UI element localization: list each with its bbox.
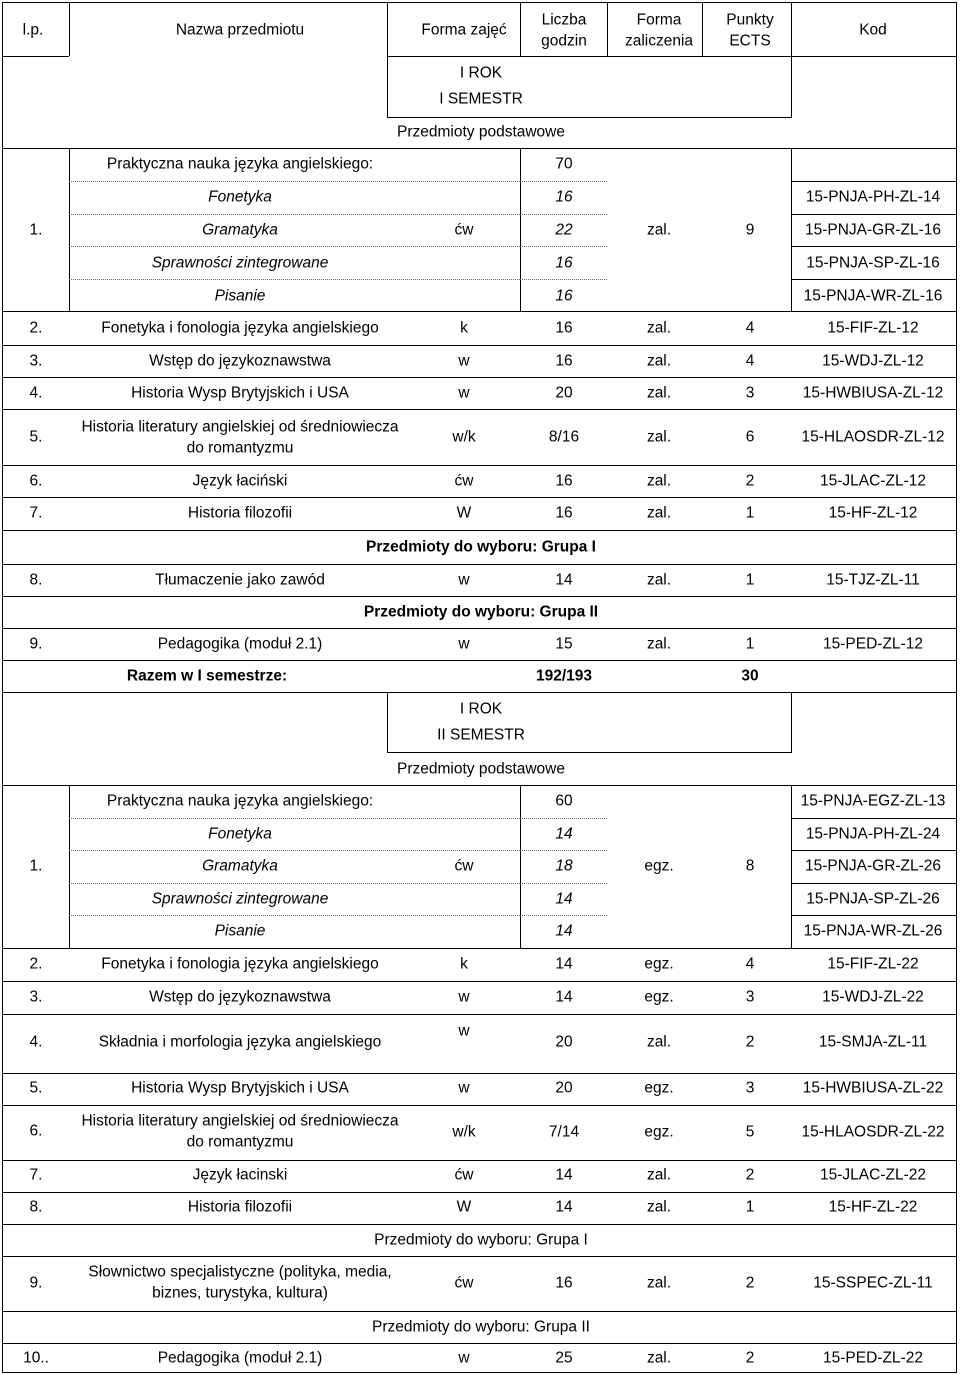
sem2-row-hours: 20 bbox=[555, 1079, 573, 1097]
sem2-row-lp: 2. bbox=[29, 955, 43, 973]
sem2-row-ects: 3 bbox=[745, 988, 755, 1006]
sem1-row-forma: w bbox=[458, 352, 470, 370]
sem2-row9-ects: 2 bbox=[745, 1274, 755, 1292]
sem1-row9-lp: 9. bbox=[29, 635, 43, 653]
sem2-sub-code: 15-PNJA-GR-ZL-26 bbox=[804, 857, 942, 875]
sem1-section-basic: Przedmioty podstawowe bbox=[397, 123, 565, 141]
sem2-row-name: Składnia i morfologia języka angielskiego bbox=[98, 1033, 382, 1051]
sem1-row9-zal: zal. bbox=[646, 635, 672, 653]
sem1-row-lp: 5. bbox=[29, 428, 43, 446]
header-kod: Kod bbox=[859, 21, 887, 39]
sem1-row-zal: zal. bbox=[646, 384, 672, 402]
sem1-row9-ects: 1 bbox=[745, 635, 755, 653]
sem1-row8-forma: w bbox=[458, 571, 470, 589]
sem1-row-lp: 3. bbox=[29, 352, 43, 370]
sem2-sub-code: 15-PNJA-SP-ZL-26 bbox=[806, 890, 940, 908]
sem2-row-forma: w/k bbox=[452, 1123, 476, 1141]
sem1-row8-hours: 14 bbox=[555, 571, 573, 589]
sem2-row-ects: 2 bbox=[745, 1033, 755, 1051]
curriculum-table bbox=[2, 2, 957, 1373]
sem1-row8-zal: zal. bbox=[646, 571, 672, 589]
sem2-row-forma: k bbox=[460, 955, 468, 973]
sem1-row-lp: 4. bbox=[29, 384, 43, 402]
sem2-row-name: Język łacinski bbox=[192, 1166, 288, 1184]
sem1-row-ects: 6 bbox=[745, 428, 755, 446]
sem2-row10-code: 15-PED-ZL-22 bbox=[823, 1349, 923, 1367]
sem2-row-name: Fonetyka i fonologia języka angielskiego bbox=[101, 955, 379, 973]
header-liczba-godzin-1: Liczba bbox=[541, 11, 587, 29]
sem2-sub-name: Fonetyka bbox=[208, 825, 272, 843]
sem1-row-zal: zal. bbox=[646, 504, 672, 522]
sem1-row-zal: zal. bbox=[646, 428, 672, 446]
sem1-row-forma: w bbox=[458, 384, 470, 402]
sem2-row9-name-line2: biznes, turystyka, kultura) bbox=[152, 1284, 328, 1302]
sem2-section-basic: Przedmioty podstawowe bbox=[397, 760, 565, 778]
sem1-row-name: Fonetyka i fonologia języka angielskiego bbox=[101, 319, 379, 337]
sem1-total-ects: 30 bbox=[741, 667, 759, 685]
header-punkty-ects-1: Punkty bbox=[726, 11, 774, 29]
sem1-row-name: Język łaciński bbox=[192, 472, 288, 490]
sem2-sub-name: Pisanie bbox=[214, 922, 266, 940]
sem2-row10-name: Pedagogika (moduł 2.1) bbox=[157, 1349, 323, 1367]
sem2-row-lp: 3. bbox=[29, 988, 43, 1006]
sem2-pnja-zal: egz. bbox=[644, 857, 674, 875]
sem2-row-ects: 2 bbox=[745, 1166, 755, 1184]
sem2-row-hours: 7/14 bbox=[548, 1123, 580, 1141]
sem1-row-code: 15-HLAOSDR-ZL-12 bbox=[801, 428, 945, 446]
sem1-total-hours: 192/193 bbox=[535, 667, 593, 685]
sem1-semestr: I SEMESTR bbox=[439, 90, 523, 108]
sem2-row-ects: 1 bbox=[745, 1198, 755, 1216]
sem1-sub-name: Pisanie bbox=[214, 287, 266, 305]
header-forma-zajec: Forma zajęć bbox=[421, 21, 507, 39]
sem1-row-ects: 1 bbox=[745, 504, 755, 522]
sem2-section-group1: Przedmioty do wyboru: Grupa I bbox=[374, 1231, 588, 1249]
sem2-row-lp: 5. bbox=[29, 1079, 43, 1097]
sem2-row9-lp: 9. bbox=[29, 1274, 43, 1292]
sem2-row-ects: 3 bbox=[745, 1079, 755, 1097]
header-lp: l.p. bbox=[22, 21, 44, 39]
sem2-row-lp: 4. bbox=[29, 1033, 43, 1051]
sem1-row8-lp: 8. bbox=[29, 571, 43, 589]
sem1-sub-hours: 16 bbox=[555, 287, 573, 305]
sem1-sub-hours: 16 bbox=[555, 188, 573, 206]
sem2-pnja-ects: 8 bbox=[745, 857, 755, 875]
sem2-row-code: 15-JLAC-ZL-22 bbox=[820, 1166, 926, 1184]
sem2-row-code: 15-HLAOSDR-ZL-22 bbox=[801, 1123, 945, 1141]
sem1-sub-code: 15-PNJA-PH-ZL-14 bbox=[805, 188, 941, 206]
sem2-row-forma: w bbox=[458, 988, 470, 1006]
sem2-row-code: 15-FIF-ZL-22 bbox=[827, 955, 919, 973]
sem1-row-hours: 8/16 bbox=[548, 428, 580, 446]
sem1-sub-hours: 16 bbox=[555, 254, 573, 272]
sem1-section-group1: Przedmioty do wyboru: Grupa I bbox=[366, 538, 596, 556]
sem1-row-lp: 2. bbox=[29, 319, 43, 337]
sem2-row10-zal: zal. bbox=[646, 1349, 672, 1367]
sem2-row-forma: w bbox=[458, 1022, 470, 1040]
sem1-pnja-forma: ćw bbox=[454, 221, 474, 239]
sem2-sub-hours: 14 bbox=[555, 890, 573, 908]
sem1-sub-code: 15-PNJA-GR-ZL-16 bbox=[804, 221, 942, 239]
sem2-row-hours: 14 bbox=[555, 1198, 573, 1216]
sem2-row-zal: egz. bbox=[644, 1079, 674, 1097]
sem1-pnja-total-hours: 70 bbox=[555, 155, 573, 173]
sem1-total-label: Razem w I semestrze: bbox=[126, 667, 288, 685]
sem2-row-code: 15-WDJ-ZL-22 bbox=[822, 988, 924, 1006]
header-forma-zaliczenia-1: Forma bbox=[636, 11, 682, 29]
sem1-rok: I ROK bbox=[459, 64, 503, 82]
sem1-row8-name: Tłumaczenie jako zawód bbox=[155, 571, 325, 589]
sem2-pnja-title: Praktyczna nauka języka angielskiego: bbox=[106, 792, 374, 810]
sem2-sub-code: 15-PNJA-PH-ZL-24 bbox=[805, 825, 941, 843]
sem2-row-name-line1: Historia literatury angielskiej od średniowiecza bbox=[81, 1112, 399, 1130]
sem1-row-name: Historia filozofii bbox=[187, 504, 293, 522]
sem1-row-name: Historia Wysp Brytyjskich i USA bbox=[131, 384, 349, 402]
sem1-row-forma: ćw bbox=[454, 472, 474, 490]
sem1-pnja-lp: 1. bbox=[29, 221, 43, 239]
sem2-row-zal: zal. bbox=[646, 1033, 672, 1051]
sem2-row-hours: 20 bbox=[555, 1033, 573, 1051]
sem1-sub-name: Sprawności zintegrowane bbox=[151, 254, 329, 272]
sem2-row-zal: zal. bbox=[646, 1166, 672, 1184]
sem1-row-hours: 16 bbox=[555, 504, 573, 522]
sem2-row-hours: 14 bbox=[555, 1166, 573, 1184]
sem2-row10-hours: 25 bbox=[555, 1349, 573, 1367]
sem2-pnja-forma: ćw bbox=[454, 857, 474, 875]
sem1-row-name-line2: do romantyzmu bbox=[186, 439, 294, 457]
sem1-row-name: Wstęp do językoznawstwa bbox=[149, 352, 331, 370]
sem1-row-ects: 4 bbox=[745, 319, 755, 337]
sem1-row-hours: 20 bbox=[555, 384, 573, 402]
sem2-row-ects: 4 bbox=[745, 955, 755, 973]
sem2-rok: I ROK bbox=[459, 700, 503, 718]
sem1-row-name-line1: Historia literatury angielskiej od średniowiecza bbox=[81, 418, 399, 436]
sem1-row-hours: 16 bbox=[555, 319, 573, 337]
sem1-row8-code: 15-TJZ-ZL-11 bbox=[826, 571, 920, 589]
sem2-sub-hours: 14 bbox=[555, 922, 573, 940]
sem2-pnja-title-code: 15-PNJA-EGZ-ZL-13 bbox=[800, 792, 946, 810]
sem2-row-zal: egz. bbox=[644, 988, 674, 1006]
sem1-sub-hours: 22 bbox=[555, 221, 573, 239]
sem1-sub-name: Fonetyka bbox=[208, 188, 272, 206]
sem2-row-forma: w bbox=[458, 1079, 470, 1097]
sem2-sub-code: 15-PNJA-WR-ZL-26 bbox=[803, 922, 943, 940]
sem1-row-hours: 16 bbox=[555, 472, 573, 490]
sem2-pnja-lp: 1. bbox=[29, 857, 43, 875]
sem2-row9-zal: zal. bbox=[646, 1274, 672, 1292]
sem2-row-name: Wstęp do językoznawstwa bbox=[149, 988, 331, 1006]
sem1-row-ects: 2 bbox=[745, 472, 755, 490]
sem2-row-code: 15-SMJA-ZL-11 bbox=[818, 1033, 928, 1051]
sem1-row-code: 15-JLAC-ZL-12 bbox=[820, 472, 926, 490]
sem2-row-name-line2: do romantyzmu bbox=[186, 1133, 294, 1151]
header-forma-zaliczenia-2: zaliczenia bbox=[624, 32, 694, 50]
sem1-row-forma: k bbox=[460, 319, 468, 337]
header-liczba-godzin-2: godzin bbox=[541, 32, 587, 50]
sem2-sub-hours: 18 bbox=[555, 857, 573, 875]
sem1-row-zal: zal. bbox=[646, 472, 672, 490]
sem1-row-forma: w/k bbox=[452, 428, 476, 446]
sem2-row9-forma: ćw bbox=[454, 1274, 474, 1292]
sem1-row-code: 15-HF-ZL-12 bbox=[828, 504, 918, 522]
sem2-row-lp: 8. bbox=[29, 1198, 43, 1216]
sem2-row10-ects: 2 bbox=[745, 1349, 755, 1367]
sem2-row-forma: ćw bbox=[454, 1166, 474, 1184]
sem1-row-forma: W bbox=[456, 504, 472, 522]
sem1-pnja-ects: 9 bbox=[745, 221, 755, 239]
sem2-sub-hours: 14 bbox=[555, 825, 573, 843]
sem1-row-zal: zal. bbox=[646, 319, 672, 337]
sem2-row-zal: egz. bbox=[644, 1123, 674, 1141]
sem2-semestr: II SEMESTR bbox=[437, 726, 525, 744]
sem2-row-lp: 7. bbox=[29, 1166, 43, 1184]
sem1-row9-forma: w bbox=[458, 635, 470, 653]
sem1-row-code: 15-HWBIUSA-ZL-12 bbox=[802, 384, 944, 402]
sem1-sub-code: 15-PNJA-WR-ZL-16 bbox=[803, 287, 943, 305]
sem2-row10-forma: w bbox=[458, 1349, 470, 1367]
sem1-row-code: 15-FIF-ZL-12 bbox=[827, 319, 919, 337]
sem1-row-hours: 16 bbox=[555, 352, 573, 370]
sem1-row-zal: zal. bbox=[646, 352, 672, 370]
sem1-row-lp: 6. bbox=[29, 472, 43, 490]
sem1-sub-code: 15-PNJA-SP-ZL-16 bbox=[806, 254, 940, 272]
sem2-row9-code: 15-SSPEC-ZL-11 bbox=[813, 1274, 933, 1292]
sem1-row9-code: 15-PED-ZL-12 bbox=[823, 635, 923, 653]
sem2-row10-lp: 10.. bbox=[23, 1349, 49, 1367]
sem2-row-hours: 14 bbox=[555, 955, 573, 973]
sem1-section-group2: Przedmioty do wyboru: Grupa II bbox=[363, 603, 599, 621]
sem2-row-ects: 5 bbox=[745, 1123, 755, 1141]
header-punkty-ects-2: ECTS bbox=[729, 32, 771, 50]
sem1-row-ects: 4 bbox=[745, 352, 755, 370]
sem2-row9-hours: 16 bbox=[555, 1274, 573, 1292]
sem2-row-lp: 6. bbox=[29, 1122, 43, 1140]
sem1-sub-name: Gramatyka bbox=[202, 221, 278, 239]
sem1-row-code: 15-WDJ-ZL-12 bbox=[822, 352, 924, 370]
sem1-row9-hours: 15 bbox=[555, 635, 573, 653]
sem1-pnja-zal: zal. bbox=[646, 221, 672, 239]
sem2-row-name: Historia filozofii bbox=[187, 1198, 293, 1216]
sem2-row-zal: egz. bbox=[644, 955, 674, 973]
sem1-row-ects: 3 bbox=[745, 384, 755, 402]
sem1-row9-name: Pedagogika (moduł 2.1) bbox=[157, 635, 323, 653]
sem2-row9-name-line1: Słownictwo specjalistyczne (polityka, media, bbox=[88, 1263, 392, 1281]
sem2-section-group2: Przedmioty do wyboru: Grupa II bbox=[372, 1318, 590, 1336]
sem1-row8-ects: 1 bbox=[745, 571, 755, 589]
sem2-row-name: Historia Wysp Brytyjskich i USA bbox=[131, 1079, 349, 1097]
sem1-pnja-title: Praktyczna nauka języka angielskiego: bbox=[106, 155, 374, 173]
sem2-pnja-total-hours: 60 bbox=[555, 792, 573, 810]
sem2-row-code: 15-HWBIUSA-ZL-22 bbox=[802, 1079, 944, 1097]
sem2-row-hours: 14 bbox=[555, 988, 573, 1006]
sem2-sub-name: Sprawności zintegrowane bbox=[151, 890, 329, 908]
sem2-sub-name: Gramatyka bbox=[202, 857, 278, 875]
header-nazwa: Nazwa przedmiotu bbox=[175, 21, 305, 39]
sem2-row-forma: W bbox=[456, 1198, 472, 1216]
sem2-row-zal: zal. bbox=[646, 1198, 672, 1216]
sem1-row-lp: 7. bbox=[29, 504, 43, 522]
sem2-row-code: 15-HF-ZL-22 bbox=[828, 1198, 918, 1216]
